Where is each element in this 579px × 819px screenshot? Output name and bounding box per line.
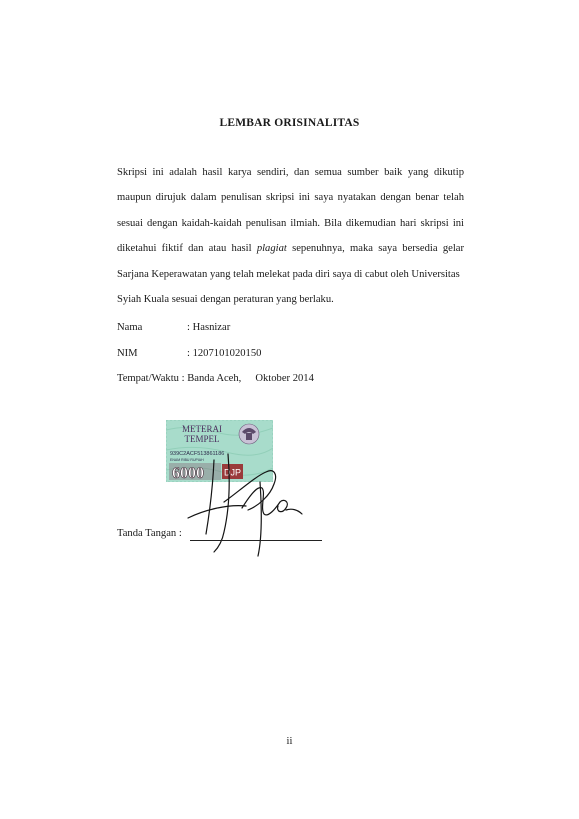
stamp-line-2: TEMPEL: [184, 434, 220, 444]
page-number: ii: [286, 736, 293, 747]
stamp-small-text: ENAM RIBU RUPIAH: [170, 458, 204, 462]
statement-body: [117, 160, 464, 287]
statement-italic-term: plagiat: [256, 243, 287, 255]
field-tempat-label: Tempat/Waktu: [117, 373, 179, 384]
stamp-serial: 939C2ACF513861186: [170, 451, 225, 457]
field-nim: [117, 348, 261, 359]
stamp-mark: DJP: [223, 467, 242, 478]
field-tempat-value: : Banda Aceh,: [181, 373, 242, 384]
statement-last-line: Syiah Kuala sesuai dengan peraturan yang berlaku.: [117, 294, 334, 306]
field-nama-label: Nama: [117, 322, 143, 333]
field-nim-value: : 1207101020150: [187, 348, 262, 359]
statement-part-2: sepenuhnya, maka saya bersedia gelar Sarjana Keperawatan yang telah melekat pada diri saya di cabut oleh Universitas: [117, 243, 464, 280]
signature-label: Tanda Tangan :: [117, 528, 182, 539]
field-tempat-date: Oktober 2014: [255, 373, 314, 384]
field-nim-label: NIM: [117, 348, 138, 359]
stamp-line-1: METERAI: [182, 424, 222, 434]
statement-part-1: Skripsi ini adalah hasil karya sendiri, dan semua sumber baik yang dikutip maupun dirujuk dalam penulisan skripsi ini saya nyatakan dengan benar telah sesuai dengan kaidah-kaidah penulisan ilmiah. Bila dikemudian hari skripsi ini diketahui fiktif dan atau hasil: [117, 167, 464, 255]
garuda-emblem-icon: [239, 424, 259, 444]
signature-line: [190, 540, 322, 541]
handwritten-signature: [180, 452, 310, 558]
field-tempat-waktu: [117, 373, 314, 384]
statement-paragraph: [117, 160, 464, 312]
stamp-value: 6000: [172, 465, 204, 482]
field-nama: [117, 322, 230, 333]
field-nama-value: : Hasnizar: [187, 322, 231, 333]
document-title: LEMBAR ORISINALITAS: [219, 117, 360, 129]
